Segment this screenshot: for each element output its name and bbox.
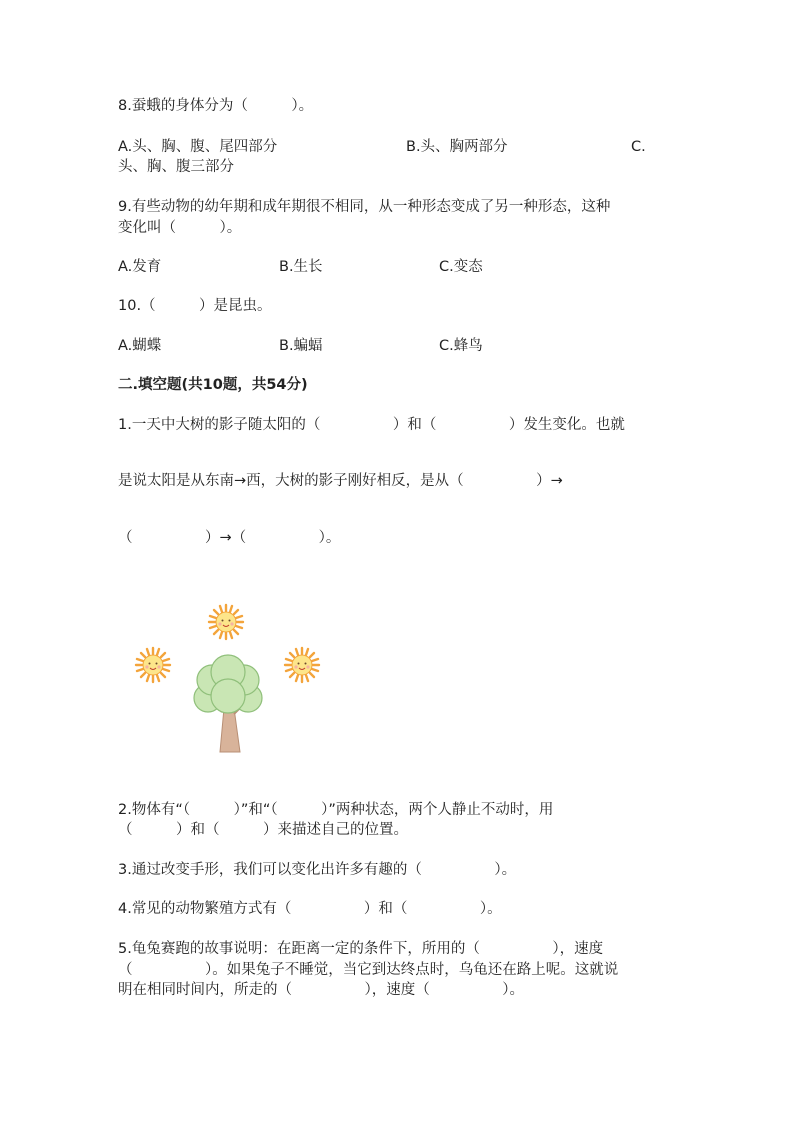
- fill-q5-line2: （ ）。如果兔子不睡觉，当它到达终点时，乌龟还在路上呢。这就说: [118, 962, 619, 978]
- question-9-option-b: B.生长: [279, 259, 323, 275]
- fill-q2-line2: （ ）和（ ）来描述自己的位置。: [118, 822, 408, 838]
- fill-q2-line1: 2.物体有“（ ）”和“（ ）”两种状态，两个人静止不动时，用: [118, 802, 554, 818]
- fill-q3: 3.通过改变手形，我们可以变化出许多有趣的（ ）。: [118, 862, 517, 878]
- question-9-option-c: C.变态: [439, 259, 483, 275]
- question-9-stem-line1: 9.有些动物的幼年期和成年期很不相同，从一种形态变成了另一种形态，这种: [118, 199, 611, 215]
- question-8-option-a: A.头、胸、腹、尾四部分: [118, 139, 278, 155]
- sun-icon-right: [285, 648, 319, 682]
- question-8-stem: 8.蚕蛾的身体分为（ ）。: [118, 98, 314, 114]
- sun-icon-top: [209, 605, 243, 639]
- sun-tree-illustration: [128, 600, 328, 760]
- fill-q1-line1: 1.一天中大树的影子随太阳的（ ）和（ ）发生变化。也就: [118, 417, 625, 433]
- question-10-option-a: A.蝴蝶: [118, 338, 162, 354]
- question-8-option-c-text: 头、胸、腹三部分: [118, 159, 234, 175]
- tree-icon: [194, 655, 262, 752]
- question-9-stem-line2: 变化叫（ ）。: [118, 220, 242, 236]
- fill-q1-line3: （ ）→（ ）。: [118, 530, 341, 546]
- fill-q4: 4.常见的动物繁殖方式有（ ）和（ ）。: [118, 901, 502, 917]
- question-9-option-a: A.发育: [118, 259, 162, 275]
- fill-q5-line3: 明在相同时间内，所走的（ ），速度（ ）。: [118, 982, 524, 998]
- question-10-stem: 10.（ ）是昆虫。: [118, 298, 272, 314]
- question-8-option-c: C.: [631, 139, 646, 155]
- fill-q5-line1: 5.龟兔赛跑的故事说明：在距离一定的条件下，所用的（ ），速度: [118, 941, 604, 957]
- question-10-option-b: B.蝙蝠: [279, 338, 323, 354]
- section-2-title: 二.填空题(共10题，共54分): [118, 377, 308, 393]
- question-8-option-b: B.头、胸两部分: [406, 139, 508, 155]
- fill-q1-line2: 是说太阳是从东南→西，大树的影子刚好相反，是从（ ）→: [118, 473, 563, 489]
- sun-icon-left: [136, 648, 170, 682]
- question-10-option-c: C.蜂鸟: [439, 338, 483, 354]
